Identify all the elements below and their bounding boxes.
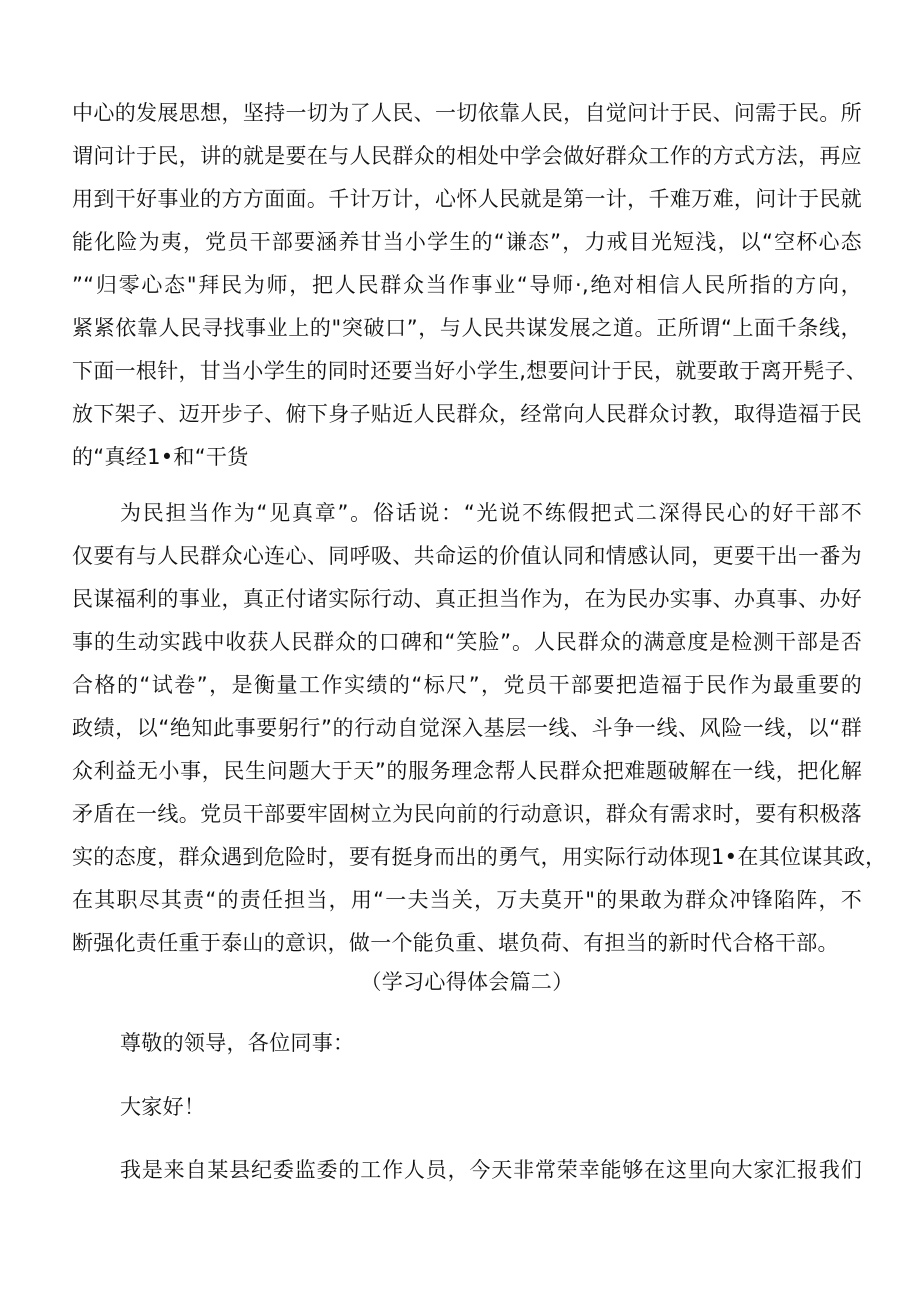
- paragraph-2-line-10: 在其职尽其责“的责任担当，用“一夫当关，万夫莫开"的果敢为群众冲锋陷阵，不: [72, 888, 862, 912]
- intro-line: 我是来自某县纪委监委的工作人员，今天非常荣幸能够在这里向大家汇报我们: [120, 1158, 862, 1182]
- paragraph-1-line-6: 紧紧依靠人民寻找事业上的"突破口”，与人民共谋发展之道。正所谓“上面千条线，: [72, 316, 862, 340]
- paragraph-2-line-3: 民谋福利的事业，真正付诸实际行动、真正担当作为，在为民办实事、办真事、办好: [72, 587, 862, 611]
- paragraph-2-line-8: 矛盾在一线。党员干部要牢固树立为民向前的行动意识，群众有需求时，要有积极落: [72, 802, 862, 826]
- paragraph-1-line-5: ”“归零心态"拜民为师，把人民群众当作事业“导师·,绝对相信人民所指的方向，: [72, 273, 862, 297]
- paragraph-2-line-1: 为民担当作为“见真章”。俗话说：“光说不练假把式二深得民心的好干部不: [120, 501, 862, 525]
- hello: 大家好！: [120, 1095, 206, 1119]
- paragraph-1-line-4: 能化险为夷，党员干部要涵养甘当小学生的“谦态”，力戒目光短浅，以“空杯心态: [72, 230, 862, 254]
- section-title: （学习心得体会篇二）: [360, 970, 574, 994]
- paragraph-2-line-6: 政绩，以“绝知此事要躬行”的行动自觉深入基层一线、斗争一线、风险一线，以“群: [72, 716, 862, 740]
- paragraph-1-line-2: 谓问计于民，讲的就是要在与人民群众的相处中学会做好群众工作的方式方法，再应: [72, 144, 862, 168]
- paragraph-2-line-4: 事的生动实践中收获人民群众的口碑和“笑脸”。人民群众的满意度是检测干部是否: [72, 630, 862, 654]
- paragraph-2-line-9: 实的态度，群众遇到危险时，要有挺身而出的勇气，用实际行动体现1•在其位谋其政，: [72, 845, 887, 869]
- paragraph-1-line-8: 放下架子、迈开步子、俯下身子贴近人民群众，经常向人民群众讨教，取得造福于民: [72, 402, 862, 426]
- paragraph-1-line-9: 的“真经1•和“干货: [72, 445, 249, 469]
- paragraph-2-line-5: 合格的“试卷”，是衡量工作实绩的“标尺”，党员干部要把造福于民作为最重要的: [72, 673, 862, 697]
- paragraph-2-line-11: 断强化责任重于泰山的意识，做一个能负重、堪负荷、有担当的新时代合格干部。: [72, 931, 839, 955]
- paragraph-2-line-7: 众利益无小事，民生问题大于天”的服务理念帮人民群众把难题破解在一线，把化解: [72, 759, 862, 783]
- paragraph-1-line-7: 下面一根针，甘当小学生的同时还要当好小学生,想要问计于民，就要敢于离开髡子、: [72, 359, 868, 383]
- paragraph-2-line-2: 仅要有与人民群众心连心、同呼吸、共命运的价值认同和情感认同，更要干出一番为: [72, 544, 862, 568]
- paragraph-1-line-3: 用到干好事业的方方面面。千计万计，心怀人民就是第一计，千难万难，问计于民就: [72, 187, 862, 211]
- paragraph-1-line-1: 中心的发展思想，坚持一切为了人民、一切依靠人民，自觉问计于民、问需于民。所: [72, 101, 862, 125]
- greeting: 尊敬的领导，各位同事：: [120, 1031, 355, 1055]
